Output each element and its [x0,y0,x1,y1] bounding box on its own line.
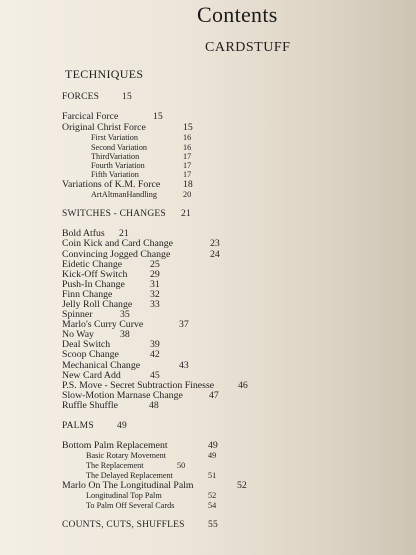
entry-page: 31 [150,279,160,290]
entry-page: 47 [209,390,219,401]
entry-label: Convincing Jogged Change [62,249,171,260]
entry-page: 15 [122,92,132,102]
entry-page: 54 [208,501,217,510]
entry-label: Kick-Off Switch [62,269,128,280]
entry-label: To Palm Off Several Cards [86,501,175,510]
entry-page: 50 [177,461,186,470]
entry-label: Spinner [62,309,93,320]
entry-page: 21 [181,209,191,219]
entry-label: Finn Change [62,289,113,300]
entry-page: 55 [208,520,218,530]
entry-label: ThirdVariation [91,152,140,161]
entry-page: 21 [119,228,129,239]
entry-label: Slow-Motion Marnase Change [62,390,183,401]
entry-label: Coin Kick and Card Change [62,238,174,249]
entry-label: Basic Rotary Movement [86,451,167,460]
entry-page: 15 [153,111,163,122]
entry-page: 15 [183,122,193,133]
entry-page: 37 [179,319,189,330]
entry-page: 39 [150,339,160,350]
entry-page: 51 [208,471,217,480]
entry-page: 45 [150,370,160,381]
entry-page: 48 [149,400,159,411]
entry-page: 52 [208,491,217,500]
entry-label: No Way [62,329,94,340]
entry-page: 49 [117,421,127,431]
entry-label: Marlo On The Longitudinal Palm [62,480,194,491]
entry-label: Original Christ Force [62,122,146,133]
entry-label: New Card Add [62,370,121,381]
section-heading: TECHNIQUES [65,67,144,81]
entry-page: 42 [150,349,160,360]
entry-page: 17 [183,152,192,161]
entry-page: 33 [150,299,160,310]
entry-label: P.S. Move - Secret Subtraction Finesse [62,380,215,391]
entry-label: Variations of K.M. Force [62,179,161,190]
entry-page: 49 [208,440,218,451]
entry-page: 32 [150,289,160,300]
entry-label: Eidetic Change [62,259,123,270]
book-title: CARDSTUFF [205,40,291,55]
entry-label: Jelly Roll Change [62,299,133,310]
entry-page: 16 [183,143,192,152]
entry-page: 49 [208,451,217,460]
entry-label: FORCES [62,92,100,102]
entry-label: COUNTS, CUTS, SHUFFLES [62,520,185,530]
entry-label: ArtAltmanHandling [91,190,157,199]
entry-label: Bold Atfus [62,228,105,239]
entry-page: 17 [183,161,192,170]
entry-page: 25 [150,259,160,270]
entry-label: SWITCHES - CHANGES [62,209,166,219]
page-title: Contents [197,2,278,27]
entry-label: PALMS [62,421,94,431]
entry-label: Bottom Palm Replacement [62,440,168,451]
entry-label: The Delayed Replacement [86,471,173,480]
entry-page: 17 [183,170,192,179]
entry-label: Scoop Change [62,349,119,360]
entry-label: Push-In Change [62,279,125,290]
entry-label: Second Variation [91,143,148,152]
entry-page: 35 [120,309,130,320]
entry-label: The Replacement [86,461,144,470]
entry-page: 46 [238,380,248,391]
entry-page: 16 [183,133,192,142]
entry-page: 43 [179,360,189,371]
entry-page: 24 [210,249,220,260]
entry-page: 20 [183,190,192,199]
entry-label: Deal Switch [62,339,111,350]
entry-page: 38 [120,329,130,340]
entry-label: Longitudinal Top Palm [86,491,162,500]
entry-page: 29 [150,269,160,280]
entry-label: Ruffle Shuffle [62,400,118,411]
entry-page: 52 [237,480,247,491]
entry-label: Mechanical Change [62,360,141,371]
entry-label: Farcical Force [62,111,119,122]
entry-page: 23 [210,238,220,249]
entry-label: Fifth Variation [91,170,139,179]
entry-label: Marlo's Curry Curve [62,319,144,330]
entry-page: 18 [183,179,193,190]
entry-label: First Variation [91,133,138,142]
entry-label: Fourth Variation [91,161,145,170]
